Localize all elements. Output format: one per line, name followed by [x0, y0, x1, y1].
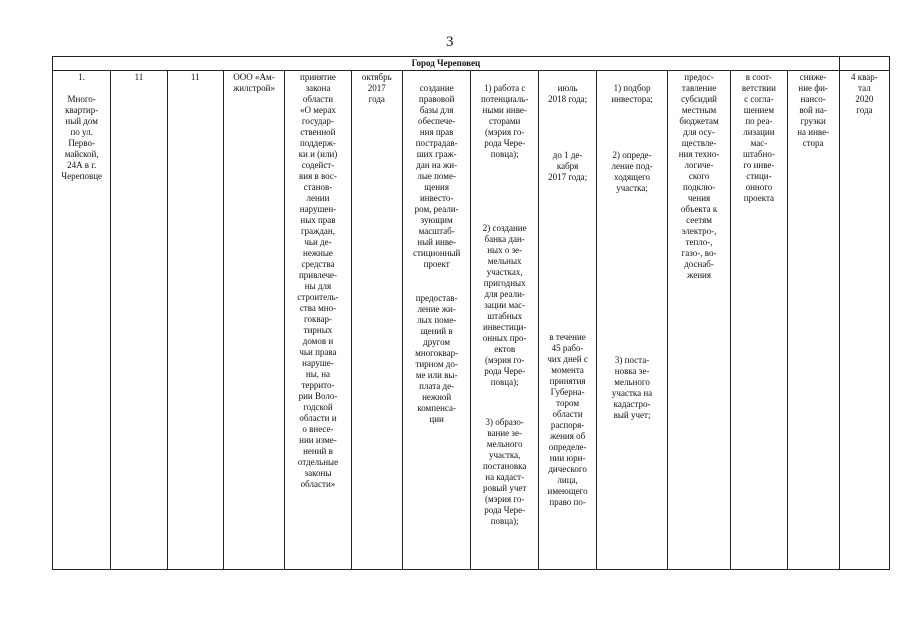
result-2: 2) опреде- ление под- ходящего участка;: [611, 150, 653, 193]
goal-part-1: создание правовой базы для обеспече- ния прав пострадав- ших граж- дан на жи- лые поме- щения инвесто- ром, реали- зующим масштаб- ный инве- стиционный проект: [412, 83, 461, 269]
table-row: [53, 71, 890, 570]
investment-projects-table: [52, 56, 890, 570]
page-number: 3: [446, 34, 454, 50]
result-3: 3) поста- новка зе- мельного участка на кадастро- вый учет;: [611, 355, 653, 420]
action-1: 1) работа с потенциаль- ными инве- сторами (мэрия го- рода Чере- повца);: [481, 83, 529, 159]
cell-effect: сниже- ние фи- нансо- вой на- грузки на инве- стора: [787, 71, 839, 570]
action-3: 3) образо- вание зе- мельного участка, постановка на кадаст- ровый учет (мэрия го- рода Чере- повца);: [482, 417, 527, 526]
cell-company: ООО «Ам- жилстрой»: [223, 71, 284, 570]
term-1: июль 2018 года;: [548, 83, 588, 104]
city-header: Город Череповец: [53, 57, 840, 71]
cell-object: 1. Много- квартир- ный дом по ул. Перво- майской, 24А в г. Череповце: [53, 71, 111, 570]
cell-results: [597, 71, 668, 570]
term-2: до 1 де- кабря 2017 года;: [548, 150, 588, 182]
action-2: 2) создание банка дан- ных о зе- мельных участках, пригодных для реали- зации мас- штабных инвестици- онных про- ектов (мэрия го- рода Чере- повца);: [482, 223, 527, 387]
cell-measure: принятие закона области «О мерах государ- ственной поддерж- ки и (или) содейст- вия в вос- станов- лении нарушен- ных прав граждан, чьи де- нежные средства привлече- ны для строитель- ства мно- гоквар- тирных домов и чьи права наруше- ны, на террито- рии Воло- годской области и о внесе- нии изме- нений в отдельные законы области»: [285, 71, 352, 570]
cell-completion: 4 квар- тал 2020 года: [839, 71, 889, 570]
term-3: в течение 45 рабо- чих дней с момента принятия Губерна- тором области распоря- жения об определе- нии юри- дического лица, имеющего право по-: [547, 332, 588, 507]
cell-support: предос- тавление субсидий местным бюджетам для осу- ществле- ния техно- логиче- ского подклю- чения объекта к сеетям электро-, тепло-, газо-, во- доснаб- жения: [667, 71, 730, 570]
city-header-row: [53, 57, 890, 71]
cell-goal: [402, 71, 471, 570]
cell-col2: 11: [111, 71, 167, 570]
goal-part-2: предостав- ление жи- лых поме- щений в другом многоквар- тирном до- ме или вы- плата де- нежной компенса- ции: [415, 293, 459, 424]
cell-actions: [471, 71, 539, 570]
cell-basis: в соот- ветствии с согла- шением по реа- лизации мас- штабно- го инве- стици- онного проекта: [731, 71, 787, 570]
result-1: 1) подбор инвестора;: [611, 83, 653, 104]
cell-col3: 11: [167, 71, 223, 570]
cell-terms: [538, 71, 596, 570]
cell-deadline: октябрь 2017 года: [351, 71, 402, 570]
city-header-empty-cell: [839, 57, 889, 71]
